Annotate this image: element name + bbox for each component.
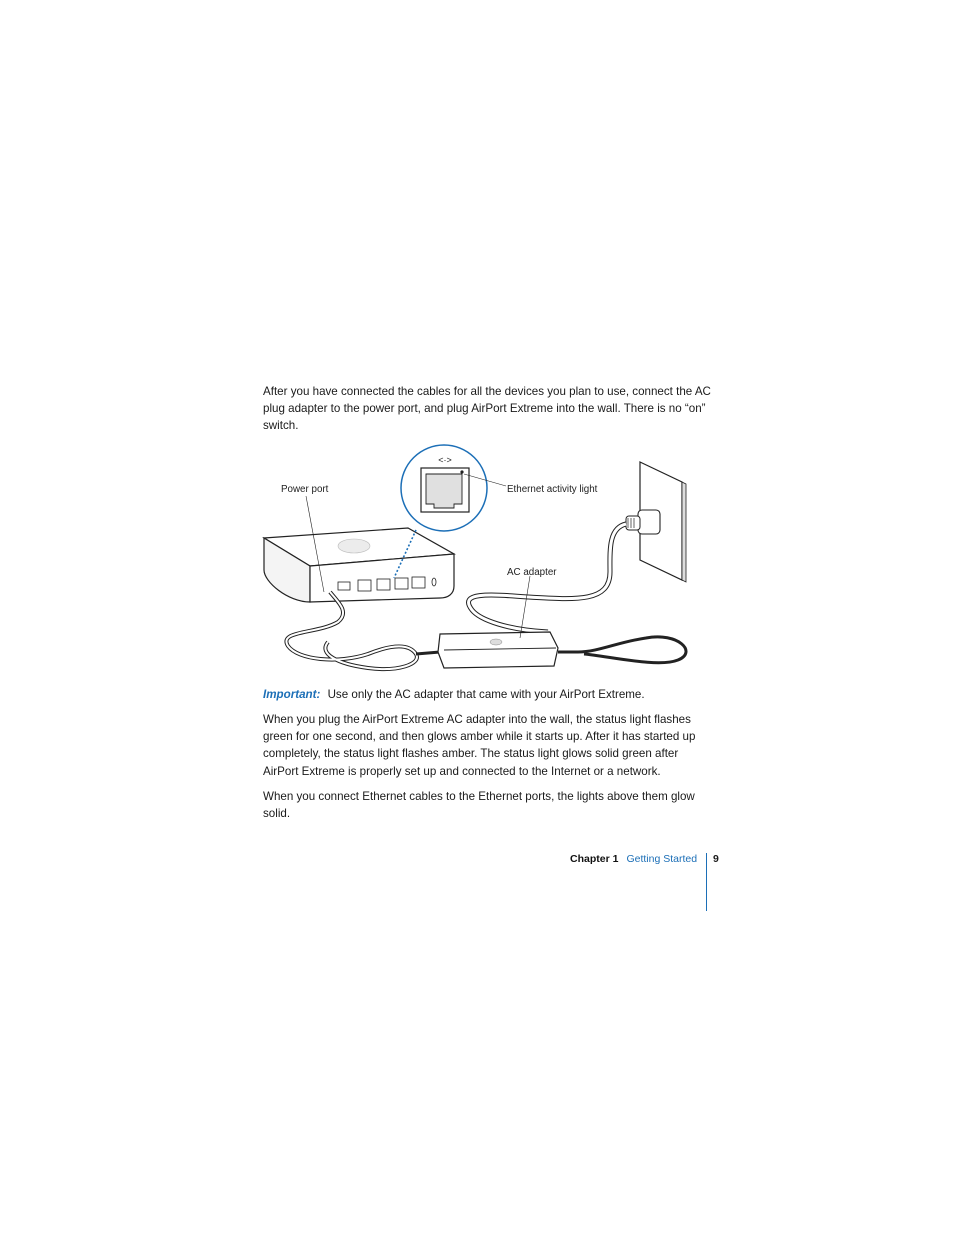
- footer-chapter-label: [570, 853, 697, 865]
- ethernet-lights-paragraph: When you connect Ethernet cables to the Ethernet ports, the lights above them glow solid.: [263, 790, 695, 821]
- power-cord: [469, 524, 626, 632]
- ethernet-port-magnifier: [401, 445, 487, 531]
- page-number: 9: [713, 853, 719, 865]
- important-label: Important:: [263, 688, 321, 701]
- important-text: Use only the AC adapter that came with your AirPort Extreme.: [327, 688, 645, 701]
- callout-power-port: Power port: [281, 484, 329, 495]
- airport-extreme-base-station: [264, 528, 454, 602]
- status-light-paragraph: When you plug the AirPort Extreme AC adapter into the wall, the status light flashes green for one second, and then glows amber while it starts up. After it has started up completely, the status light flashes amber. The status light glows solid green after AirPort Extreme is properly set up and connected to the Internet or a network.: [263, 713, 696, 778]
- important-note: [263, 686, 713, 703]
- callout-ethernet-activity-light: Ethernet activity light: [507, 484, 598, 495]
- svg-text:<·>: <·>: [438, 455, 452, 465]
- airport-setup-illustration: [258, 442, 698, 682]
- callout-ac-adapter: AC adapter: [507, 567, 557, 578]
- wall-plug: [626, 510, 660, 534]
- footer-chapter: Chapter 1: [570, 853, 619, 865]
- footer-section: Getting Started: [626, 853, 698, 865]
- footer-divider: [706, 853, 707, 911]
- intro-paragraph: After you have connected the cables for all the devices you plan to use, connect the AC plug adapter to the power port, and plug AirPort Extreme into the wall. There is no “on” switch.: [263, 385, 711, 433]
- ac-adapter-brick: [438, 632, 686, 668]
